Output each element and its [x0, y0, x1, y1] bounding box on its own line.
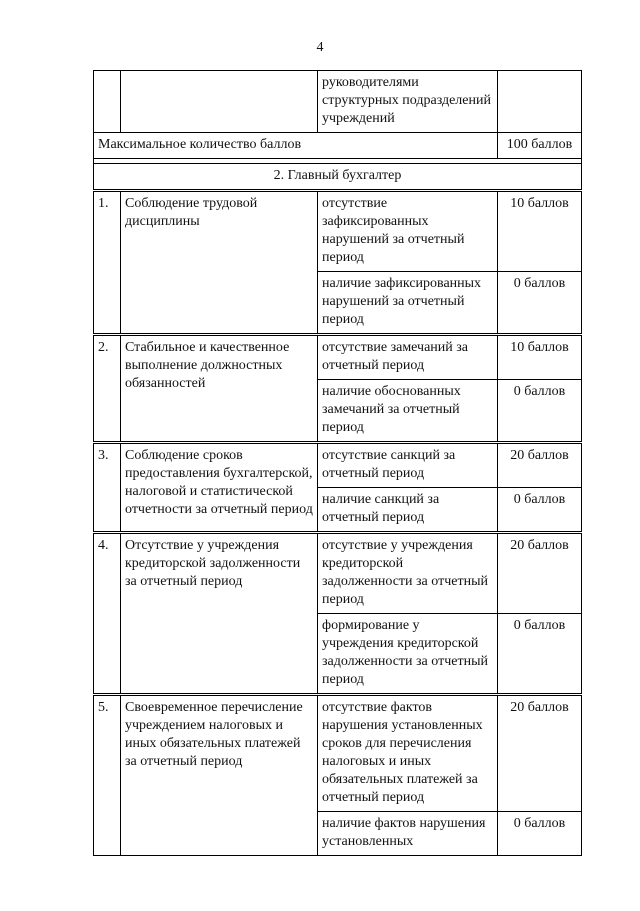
max-points-value: 100 баллов	[498, 133, 582, 159]
page-number: 4	[316, 40, 324, 55]
table-row	[94, 533, 582, 614]
condition-points: 0 баллов	[498, 380, 582, 443]
condition-points: 20 баллов	[498, 533, 582, 614]
item-title: Отсутствие у учреждения кредиторской задолженности за отчетный период	[121, 533, 318, 695]
condition-cell: руководителями структурных подразделений учреждений	[318, 71, 498, 133]
condition-text: отсутствие зафиксированных нарушений за отчетный период	[318, 191, 498, 272]
condition-text: наличие зафиксированных нарушений за отчетный период	[318, 272, 498, 335]
item-number: 2.	[94, 335, 121, 443]
item-number: 4.	[94, 533, 121, 695]
condition-text: наличие обоснованных замечаний за отчетный период	[318, 380, 498, 443]
item-title: Соблюдение трудовой дисциплины	[121, 191, 318, 335]
condition-points: 0 баллов	[498, 812, 582, 856]
item-title: Соблюдение сроков предоставления бухгалтерской, налоговой и статистической отчетности за отчетный период	[121, 443, 318, 533]
table-row	[94, 695, 582, 812]
condition-points: 10 баллов	[498, 191, 582, 272]
points-cell	[498, 71, 582, 133]
item-title: Стабильное и качественное выполнение должностных обязанностей	[121, 335, 318, 443]
item-number: 3.	[94, 443, 121, 533]
condition-text: отсутствие санкций за отчетный период	[318, 443, 498, 488]
table-row	[94, 71, 582, 133]
condition-points: 20 баллов	[498, 443, 582, 488]
condition-points: 20 баллов	[498, 695, 582, 812]
condition-text: отсутствие фактов нарушения установленных сроков для перечисления налоговых и иных обязательных платежей за отчетный период	[318, 695, 498, 812]
item-number: 1.	[94, 191, 121, 335]
max-points-label: Максимальное количество баллов	[94, 133, 498, 159]
criteria-table	[93, 70, 582, 856]
condition-text: наличие фактов нарушения установленных	[318, 812, 498, 856]
table-row	[94, 335, 582, 380]
condition-text: отсутствие у учреждения кредиторской задолженности за отчетный период	[318, 533, 498, 614]
condition-points: 0 баллов	[498, 614, 582, 695]
item-title: Своевременное перечисление учреждением налоговых и иных обязательных платежей за отчетный период	[121, 695, 318, 856]
condition-points: 10 баллов	[498, 335, 582, 380]
table-row	[94, 443, 582, 488]
item-number: 5.	[94, 695, 121, 856]
condition-text: отсутствие замечаний за отчетный период	[318, 335, 498, 380]
condition-text: наличие санкций за отчетный период	[318, 488, 498, 533]
condition-points: 0 баллов	[498, 272, 582, 335]
condition-points: 0 баллов	[498, 488, 582, 533]
section-header-row	[94, 164, 582, 191]
criterion-cell	[121, 71, 318, 133]
num-cell	[94, 71, 121, 133]
condition-text: формирование у учреждения кредиторской задолженности за отчетный период	[318, 614, 498, 695]
table-row	[94, 191, 582, 272]
max-points-row	[94, 133, 582, 159]
section-title: 2. Главный бухгалтер	[94, 164, 582, 191]
